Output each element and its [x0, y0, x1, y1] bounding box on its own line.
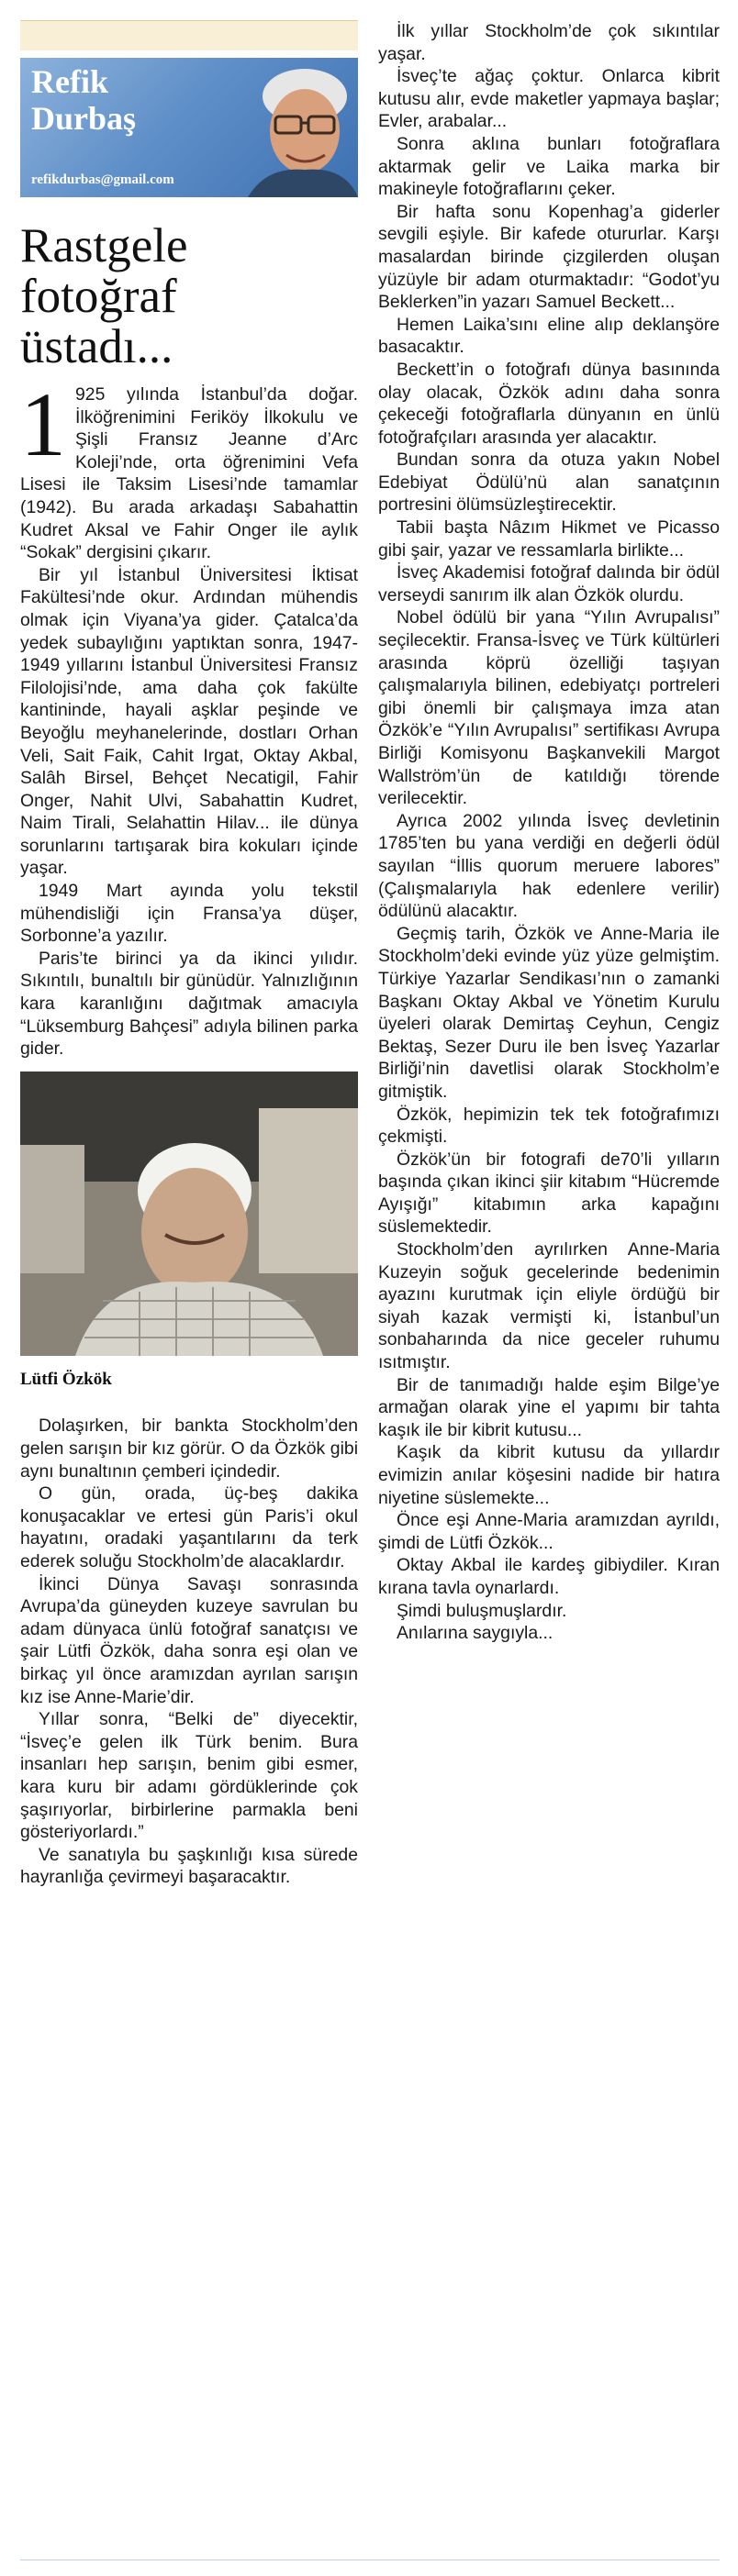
- subject-photo: [20, 1071, 358, 1356]
- headline-line: fotoğraf: [20, 270, 177, 323]
- photo-block: [20, 1071, 358, 1392]
- paragraph: Yıllar sonra, “Belki de” diyecektir, “İsveç’e gelen ilk Türk benim. Bura insanları hep sarışın, benim gibi esmer, kara kuru bir adamı gördüklerinde çok şaşırıyorlar, birbirlerine parmakla beni gösteriyorlardı.”: [20, 1709, 358, 1843]
- bottom-rule: [20, 2559, 720, 2560]
- paragraph: Beckett’in o fotoğrafı dünya basınında olay olacak, Özkök adını daha sonra çekeceği fotoğraflarla dünyanın en ünlü fotoğrafçıları arasında yer alacaktır.: [378, 359, 720, 448]
- paragraph: Hemen Laika’sını eline alıp deklanşöre basacaktır.: [378, 314, 720, 358]
- paragraph: Şimdi buluşmuşlardır.: [397, 1600, 567, 1621]
- paragraph: Önce eşi Anne-Maria aramızdan ayrıldı, şimdi de Lütfi Özkök...: [378, 1510, 720, 1553]
- author-last-name: Durbaş: [31, 100, 137, 137]
- headline-line: üstadı...: [20, 320, 173, 373]
- column-top-bar: [20, 20, 358, 50]
- paragraph: Tabii başta Nâzım Hikmet ve Picasso gibi şair, yazar ve ressamlarla birlikte...: [378, 517, 720, 561]
- author-email[interactable]: refikdurbas@gmail.com: [31, 172, 174, 187]
- article-body-left: [20, 373, 358, 1889]
- author-header: [20, 58, 358, 197]
- paragraph: Kaşık da kibrit kutusu da yıllardır evimizin anılar köşesini nadide bir hatıra niyetine süslemekte...: [378, 1442, 720, 1508]
- paragraph: Oktay Akbal ile kardeş gibiydiler. Kıran kırana tavla oynarlardı.: [378, 1555, 720, 1598]
- paragraph: Geçmiş tarih, Özkök ve Anne-Maria ile Stockholm’deki evinde yüz yüze gelmiştim. Türkiye Yazarlar Sendikası’nın o zamanki Başkanı Oktay Akbal ve Yönetim Kurulu üyeleri olarak Demirtaş Ceyhun, Cengiz Bektaş, Sezer Duru ile ben İsveç Yazarlar Birliği’nin davetlisi olarak Stockholm’e gitmiştik.: [378, 923, 720, 1102]
- intro-text: 925 yılında İstanbul’da doğar. İlköğrenimini Feriköy İlkokulu ve Şişli Fransız Jeanne d’Arc Koleji’nde, orta öğrenimini Vefa Lisesi ile Taksim Lisesi’nde tamamlar (1942). Bu arada arkadaşı Sabahattin Kudret Aksal ve Fahir Onger ile aylık “Sokak” dergisini çıkarır.: [20, 384, 358, 563]
- paragraph: Özkök’ün bir fotografi de70’li yılların başında çıkan ikinci şiir kitabım “Hücremde Ayışığı” kitabımın arka kapağını süslemektedir.: [378, 1149, 720, 1238]
- paragraph: İsveç Akademisi fotoğraf dalında bir ödül verseydi sanırım ilk alan Özkök olurdu.: [378, 562, 720, 605]
- intro-paragraph: [20, 373, 358, 564]
- paragraph: Bir de tanımadığı halde eşim Bilge’ye armağan olarak yine el yapımı bir tahta kaşık ile bir kibrit kutusu...: [378, 1374, 720, 1440]
- paragraph: Sonra aklına bunları fotoğraflara aktarmak gelir ve Laika marka bir makineyle fotoğraflarını çeker.: [378, 133, 720, 200]
- paragraph: İlk yıllar Stockholm’de çok sıkıntılar yaşar.: [378, 21, 720, 64]
- left-column: [20, 20, 358, 1889]
- paragraph: O gün, orada, üç-beş dakika konuşacaklar ve ertesi gün Paris’i okul hayatını, oradaki yaşantılarını da terk ederek soluğu Stockholm’de alacaklardır.: [20, 1483, 358, 1571]
- author-portrait: [229, 58, 358, 197]
- paragraph: Bundan sonra da otuza yakın Nobel Edebiyat Ödülü’nü alan sanatçının portresini ölümsüzleştirecektir.: [378, 450, 720, 516]
- paragraph: Dolaşırken, bir bankta Stockholm’den gelen sarışın bir kız görür. O da Özkök gibi aynı bunaltının çemberi içindedir.: [20, 1416, 358, 1482]
- article-headline: [20, 221, 358, 372]
- paragraph: Nobel ödülü bir yana “Yılın Avrupalısı” seçilecektir. Fransa-İsveç ve Türk kültürleri arasında köprü özelliği taşıyan çalışmalarıyla bilinen, edebiyatçı portreleri gibi önemli bir çalışmaya imza atan Özkök’e “Yılın Avrupalısı” sertifikası Avrupa Birliği Komisyonu Başkanvekili Margot Wallström’ün de katıldığı törende verilecektir.: [378, 607, 720, 809]
- paragraph: Stockholm’den ayrılırken Anne-Maria Kuzeyin soğuk gecelerinde bedenimin ayazını kurutmak için eliyle ördüğü bir siyah kazak vermişti ki, İstanbul’un sonbaharında da nice geceler ruhumu ısıtmıştır.: [378, 1239, 720, 1373]
- paragraph: Bir hafta sonu Kopenhag’a giderler sevgili eşiyle. Bir kafede otururlar. Karşı masalardan birinde çizgilerden oluşan yüzüyle bir adam oturmaktadır: “Godot’yu Beklerken”in yazarı Samuel Beckett...: [378, 201, 720, 313]
- paragraph: Ve sanatıyla bu şaşkınlığı kısa sürede hayranlığa çevirmeyi başaracaktır.: [20, 1844, 358, 1888]
- author-name: [31, 63, 136, 137]
- paragraph: Bir yıl İstanbul Üniversitesi İktisat Fakültesi’nde okur. Ardından mühendis olmak için Viyana’ya gider. Çatalca’da yedek subaylığını yaptıktan sonra, 1947-1949 yıllarını İstanbul Üniversitesi Fransız Filolojisi’nde, ama daha çok fakülte kantininde, hayali aşklar peşinde ve Beyoğlu meyhanelerinde, dostları Orhan Veli, Sait Faik, Cahit Irgat, Oktay Akbal, Salâh Birsel, Behçet Necatigil, Fahir Onger, Nahit Ulvi, Sabahattin Kudret, Naim Tirali, Selahattin Hilav... ile dünya sorunlarını tartışarak bira kokuları içinde yaşar.: [20, 564, 358, 879]
- paragraph: Anılarına saygıyla...: [397, 1623, 554, 1644]
- paragraph: Paris’te birinci ya da ikinci yılıdır. Sıkıntılı, bunaltılı bir günüdür. Yalnızlığının kara karanlığını dağıtmak amacıyla “Lüksemburg Bahçesi” adıyla bilinen parka gider.: [20, 948, 358, 1060]
- article-body-right: [378, 20, 720, 1645]
- headline-line: Rastgele: [20, 219, 188, 272]
- drop-cap: 1: [20, 373, 66, 475]
- photo-caption: Lütfi Özkök: [20, 1369, 112, 1389]
- paragraph: Özkök, hepimizin tek tek fotoğrafımızı çekmişti.: [378, 1104, 720, 1148]
- author-first-name: Refik: [31, 63, 108, 100]
- paragraph: İkinci Dünya Savaşı sonrasında Avrupa’da güneyden kuzeye savrulan bu adam dünyaca ünlü fotoğraf sanatçısı ve şair Lütfi Özkök, daha sonra eşi olan ve birkaç yıl önce aramızdan ayrılan sarışın kız ise Anne-Marie’dir.: [20, 1573, 358, 1707]
- paragraph: 1949 Mart ayında yolu tekstil mühendisliği için Fransa’ya düşer, Sorbonne’a yazılır.: [20, 881, 358, 947]
- paragraph: Ayrıca 2002 yılında İsveç devletinin 1785’ten bu yana verdiği en değerli ödül sayılan “İllis quorum meruere labores” (Çalışmalarıyla hak edenlere verilir) ödülünü alacaktır.: [378, 810, 720, 922]
- paragraph: İsveç’te ağaç çoktur. Onlarca kibrit kutusu alır, evde maketler yapmaya başlar; Evler, arabalar...: [378, 66, 720, 132]
- right-column: [378, 20, 720, 1645]
